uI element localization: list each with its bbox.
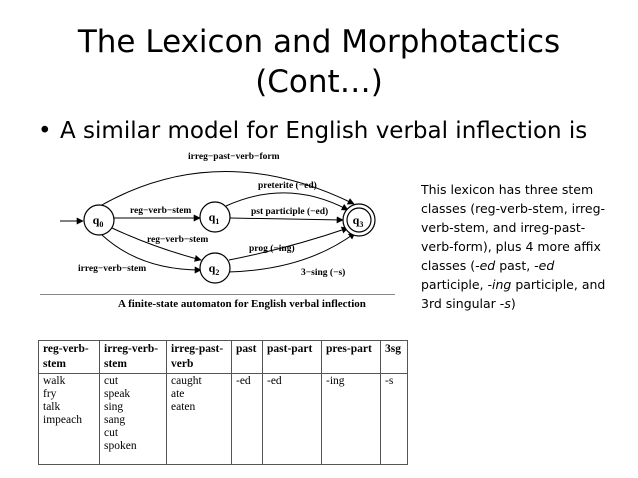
cell-3sg: -s	[381, 374, 408, 465]
slide-title	[0, 22, 638, 102]
cell-irreg-verb-stem: cut speak sing sang cut spoken	[100, 374, 167, 465]
state-q0-label: $q_0$	[92, 213, 104, 229]
arc-label-reg-verb-stem-mid: reg−verb−stem	[147, 235, 209, 245]
arc-label-irreg-verb-stem: irreg−verb−stem	[78, 264, 147, 274]
cell-pres-part: -ing	[322, 374, 381, 465]
state-q2-label: $q_2$	[208, 261, 220, 277]
table-row	[39, 374, 408, 465]
table-header-row	[39, 341, 408, 374]
arc-label-preterite: preterite (−ed)	[258, 181, 317, 191]
cell-past-part: -ed	[263, 374, 322, 465]
note-suffix-ing: -ing	[487, 277, 512, 292]
bullet-point	[38, 116, 628, 146]
state-q1-label: $q_1$	[208, 210, 220, 226]
state-q3-label: $q_3$	[352, 213, 364, 229]
fsa-diagram	[60, 148, 400, 293]
column-header-3sg: 3sg	[381, 341, 408, 374]
arc-label-reg-verb-stem-top: reg−verb−stem	[130, 206, 192, 216]
lexicon-note	[421, 180, 613, 313]
column-header-irreg-verb-stem: irreg-verb- stem	[100, 341, 167, 374]
column-header-past: past	[232, 341, 263, 374]
cell-past: -ed	[232, 374, 263, 465]
arc-label-3-sing: 3−sing (−s)	[301, 268, 346, 278]
bullet-text: A similar model for English verbal inflection is	[60, 118, 588, 144]
note-text: participle, and 3rd singular -	[421, 277, 606, 311]
arc-label-prog: prog (−ing)	[249, 244, 295, 254]
slide-title-line-2: (Cont…)	[255, 64, 383, 100]
note-text: participle,	[421, 277, 488, 292]
note-suffix-s: s	[504, 296, 511, 311]
column-header-irreg-past-verb: irreg-past- verb	[167, 341, 232, 374]
arc-label-irreg-past-verb-form: irreg−past−verb−form	[188, 152, 280, 162]
column-header-past-part: past-part	[263, 341, 322, 374]
slide-title-line-1: The Lexicon and Morphotactics	[77, 24, 561, 60]
cell-reg-verb-stem: walk fry talk impeach	[39, 374, 100, 465]
arc-label-pst-participle: pst participle (−ed)	[251, 207, 329, 217]
note-suffix-ed-past: -ed	[475, 258, 496, 273]
caption-divider	[40, 294, 395, 295]
note-text: )	[510, 296, 516, 311]
column-header-reg-verb-stem: reg-verb- stem	[39, 341, 100, 374]
note-text: This lexicon has three stem classes (reg-verb-stem, irreg-verb-stem, and irreg-past-verb-form), plus 4 more affix classes (	[421, 182, 606, 273]
fsa-caption: A finite-state automaton for English verbal inflection	[118, 298, 366, 310]
cell-irreg-past-verb: caught ate eaten	[167, 374, 232, 465]
bullet-icon: •	[38, 118, 52, 144]
column-header-pres-part: pres-part	[322, 341, 381, 374]
note-suffix-ed-participle: -ed	[534, 258, 555, 273]
arc-pst-participle	[230, 218, 343, 220]
note-text: past,	[495, 258, 535, 273]
lexicon-table	[38, 340, 408, 465]
